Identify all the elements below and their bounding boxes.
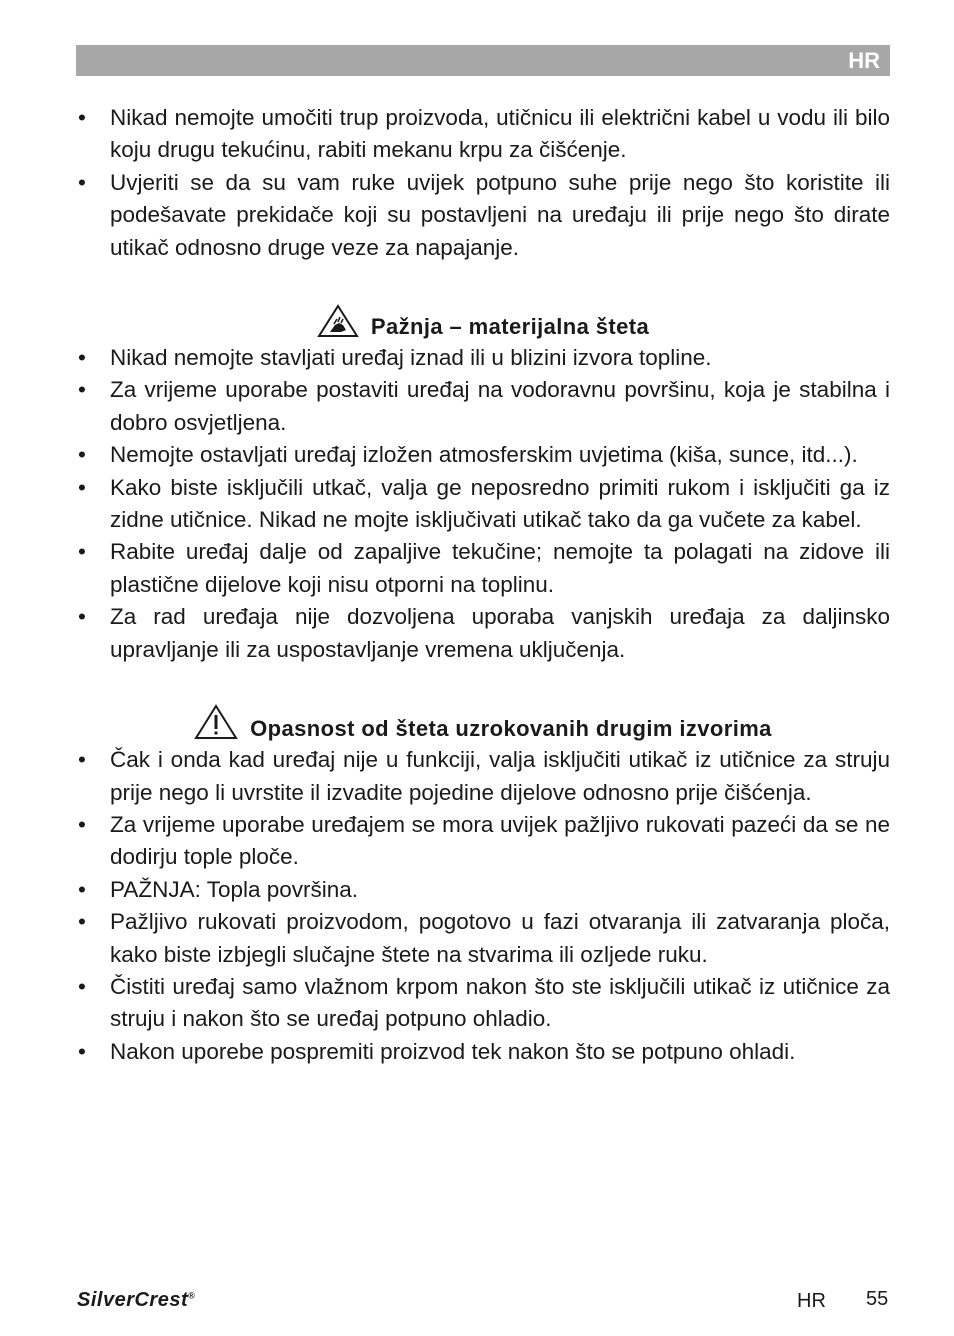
list-item: • Pažljivo rukovati proizvodom, pogotovo u fazi otvaranja ili zatvaranja ploča, kako biste izbjegli slučajne štete na stvarima ili ozljede ruku.	[76, 906, 890, 971]
list-item: • PAŽNJA: Topla površina.	[76, 874, 890, 906]
intro-list	[76, 102, 890, 264]
brand-registered-mark: ®	[188, 1290, 196, 1301]
footer-language-code: HR	[797, 1290, 826, 1312]
page-content	[76, 102, 890, 1068]
list-item: • Za rad uređaja nije dozvoljena uporaba vanjskih uređaja za daljinsko upravljanje ili za uspostavljanje vremena uključenja.	[76, 601, 890, 666]
list-item: • Uvjeriti se da su vam ruke uvijek potpuno suhe prije nego što koristite ili podešavate prekidače koji su postavljeni na uređaju ili prije nego što dirate utikač odnosno druge veze za napajanje.	[76, 167, 890, 264]
list-item: • Čistiti uređaj samo vlažnom krpom nakon što ste isključili utikač iz utičnice za struju i nakon što se uređaj potpuno ohladio.	[76, 971, 890, 1036]
list-item: • Kako biste isključili utkač, valja ge neposredno primiti rukom i isključiti ga iz zidne utičnice. Nikad ne mojte isključivati utikač tako da ga vučete za kabel.	[76, 472, 890, 537]
other-sources-list	[76, 744, 890, 1068]
list-item: • Nemojte ostavljati uređaj izložen atmosferskim uvjetima (kiša, sunce, itd...).	[76, 439, 890, 471]
list-item: • Za vrijeme uporabe postaviti uređaj na vodoravnu površinu, koja je stabilna i dobro osvjetljena.	[76, 374, 890, 439]
section-heading-material-damage	[76, 302, 890, 342]
list-item: • Nikad nemojte umočiti trup proizvoda, utičnicu ili električni kabel u vodu ili bilo koju drugu tekućinu, rabiti mekanu krpu za čišćenje.	[76, 102, 890, 167]
brand-logo	[77, 1289, 195, 1312]
warning-exclamation-icon	[194, 704, 238, 740]
page-number: 55	[866, 1288, 889, 1310]
header-bar	[76, 45, 890, 76]
list-item: • Za vrijeme uporabe uređajem se mora uvijek pažljivo rukovati pazeći da se ne dodirju tople ploče.	[76, 809, 890, 874]
section-title: Pažnja – materijalna šteta	[370, 314, 650, 340]
section-heading-other-sources	[76, 704, 890, 744]
list-item: • Čak i onda kad uređaj nije u funkciji, valja isključiti utikač iz utičnice za struju prije nego li uvrstite il izvadite pojedine dijelove odnosno prije čišćenja.	[76, 744, 890, 809]
section-title: Opasnost od šteta uzrokovanih drugim izvorima	[250, 716, 772, 742]
list-item: • Nikad nemojte stavljati uređaj iznad ili u blizini izvora topline.	[76, 342, 890, 374]
warning-hand-icon	[317, 304, 359, 338]
list-item: • Nakon uporebe pospremiti proizvod tek nakon što se potpuno ohladi.	[76, 1036, 890, 1068]
material-damage-list	[76, 342, 890, 666]
list-item: • Rabite uređaj dalje od zapaljive tekučine; nemojte ta polagati na zidove ili plastične dijelove koji nisu otporni na toplinu.	[76, 536, 890, 601]
header-language-code: HR	[848, 48, 880, 73]
brand-name: SilverCrest	[77, 1289, 189, 1311]
